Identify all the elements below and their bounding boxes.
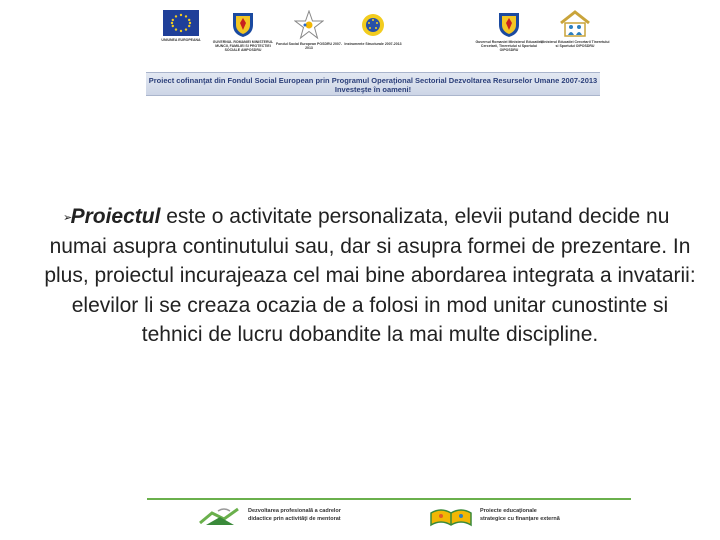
project-paragraph [40, 202, 700, 350]
footer-project-strategice [428, 505, 628, 529]
arrow-bullet-icon: ➢ [63, 212, 73, 224]
fse-logo [274, 10, 344, 50]
stars-circle-icon [358, 10, 388, 40]
ministry-education-crest-logo [474, 10, 544, 52]
logo-caption: UNIUNEA EUROPEANA [161, 38, 201, 42]
funding-slogan: Investeşte în oameni! [334, 85, 412, 94]
mentoring-book-icon [198, 505, 244, 527]
paragraph-body: este o activitate personalizata, elevii putand decide nu numai asupra continutului sau, dar si asupra formei de prezentare. In plus, proiectul incurajeaza cel mai bine abordarea integrata a invatarii: elevilor li se creaza ocazia de a folosi in mod unitar cunostinte si tehnici de lucru dobandite la mai multe discipline. [44, 205, 696, 346]
partner-logos-banner [146, 10, 610, 96]
footer-right-line1: Proiecte educaţionale [480, 508, 537, 514]
main-content [40, 202, 700, 350]
ministry-education-house-logo [540, 10, 610, 48]
coat-of-arms-icon [497, 10, 521, 38]
logo-caption: Fondul Social European POSDRU 2007-2013 [276, 42, 342, 50]
open-book-icon [428, 505, 474, 527]
paragraph-lead: Proiectul [70, 205, 161, 228]
structural-instruments-logo [338, 10, 408, 46]
eu-logo [146, 10, 216, 42]
logo-caption: Instrumente Structurale 2007-2013 [344, 42, 402, 46]
funding-line: Proiect cofinanţat din Fondul Social European prin Programul Operaţional Sectorial Dezvoltarea Resurselor Umane 2007-2013 [148, 76, 598, 85]
coat-of-arms-icon [231, 10, 255, 38]
logo-caption: GUVERNUL ROMANIEI MINISTERUL MUNCII, FAMILIEI SI PROTECTIEI SOCIALE AMPOSDRU [212, 40, 274, 52]
eu-flag-icon [163, 10, 199, 36]
logo-caption: Guvernul Romaniei Ministerul Educatiei, Cercetarii, Tineretului si Sportului OIPOSDRU [475, 40, 543, 52]
footer-divider [147, 498, 631, 500]
footer-project-mentorat [198, 505, 398, 529]
logo-caption: Ministerul Educatiei Cercetarii Tineretului si Sportului OIPOSDRU [540, 40, 610, 48]
footer-left-line2: didactice prin activităţi de mentorat [248, 516, 341, 522]
footer-left-line1: Dezvoltarea profesională a cadrelor [248, 508, 341, 514]
star-icon [294, 10, 324, 40]
house-people-icon [558, 10, 592, 38]
funding-statement [146, 72, 600, 96]
romanian-government-logo [208, 10, 278, 52]
footer-right-line2: strategice cu finanţare externă [480, 516, 560, 522]
